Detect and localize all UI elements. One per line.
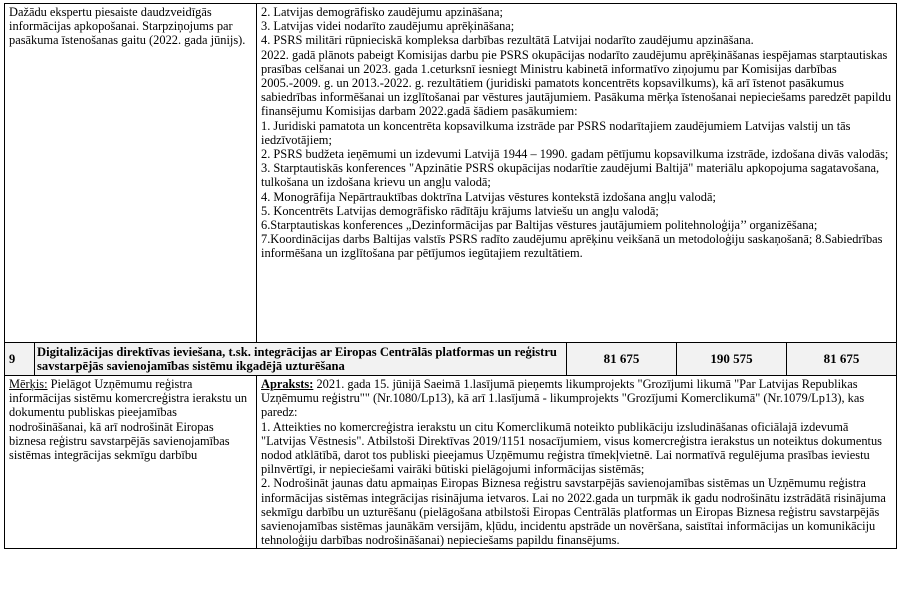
amount-cell: 81 675 bbox=[567, 343, 677, 376]
measure-9-header-row bbox=[5, 343, 897, 376]
measure-title: Digitalizācijas direktīvas ieviešana, t.sk. integrācijas ar Eiropas Centrālās platformas un reģistru savstarpējās savienojamības sistēmu ikgadējā uzturēšana bbox=[35, 343, 567, 376]
description-cell bbox=[257, 376, 897, 549]
description-line: 1. Juridiski pamatota un koncentrēta kopsavilkuma izstrāde par PSRS nodarītajiem zaudējumiem Latvijas valstij un tās iedzīvotājiem; bbox=[261, 118, 851, 147]
amount-cell: 81 675 bbox=[787, 343, 897, 376]
measure-8-description-cell bbox=[257, 4, 897, 343]
amount-cell: 190 575 bbox=[677, 343, 787, 376]
measure-8-left-cell bbox=[5, 4, 257, 343]
goal-paragraph bbox=[9, 377, 252, 462]
measure-9-detail-row bbox=[5, 376, 897, 549]
description-label: Apraksts: bbox=[261, 377, 314, 391]
measure-8-left-text: Dažādu ekspertu piesaiste daudzveidīgās informācijas apkopošanai. Starpziņojums par pasākuma īstenošanas gaitu (2022. gada jūnijs). bbox=[9, 5, 246, 48]
description-line: 2. PSRS budžeta ieņēmumi un izdevumi Latvijā 1944 – 1990. gadam pētījumu kopsavilkuma izstrāde, izdošana divās valodās; bbox=[261, 147, 889, 162]
description-line: 5. Koncentrēts Latvijas demogrāfisko rādītāju krājums latviešu un angļu valodā; bbox=[261, 203, 659, 218]
description-line: 3. Latvijas videi nodarīto zaudējumu aprēķināšana; bbox=[261, 19, 515, 34]
description-line: 2022. gadā plānots pabeigt Komisijas darbu pie PSRS okupācijas nodarīto zaudējumu aprēķināšanas iespējamas starptautiskas prasības celšanai un 2023. gada 1.ceturksnī iesniegt Ministru kabinetā informatīvo ziņojumu par Komisijas darbības 2005.-2009. g. un 2013.-2022. g. rezultātiem (juridiski pamatots koncentrēts kopsavilkums), kā arī īstenot pasākumus sabiedrības informēšanai un izglītošanai par vēstures jautājumiem. Pasākuma mērķa īstenošanai nepieciešams paredzēt papildu finansējumu Komisijas darbam 2022.gadā šādiem pasākumiem: bbox=[261, 47, 892, 119]
goal-text: Pielāgot Uzņēmumu reģistra informācijas sistēmu komercreģistra ierakstu un dokumentu publiskas pieejamības nodrošināšanai, kā arī nodrošināt Eiropas biznesa reģistru savstarpējās savienojamības sistēmas integrācijas sekmīgu darbību bbox=[9, 377, 248, 463]
measure-8-continuation-row bbox=[5, 4, 897, 343]
measure-number: 9 bbox=[5, 343, 35, 376]
description-line: 6.Starptautiskas konferences „Dezinformācijas par Baltijas vēstures jautājumiem politehnoloģija’’ organizēšana; bbox=[261, 218, 818, 233]
goal-cell bbox=[5, 376, 257, 549]
description-line: 4. PSRS militāri rūpnieciskā kompleksa darbības rezultātā Latvijai nodarīto zaudējumu apzināšana. bbox=[261, 33, 754, 48]
description-item: 2. Nodrošināt jaunas datu apmaiņas Eiropas Biznesa reģistru savstarpējās savienojamības sistēmas un Uzņēmumu reģistra informācijas sistēmas integrācijas risinājuma ietvaros. Lai no 2022.gada un turpmāk ik gadu nodrošinātu izstrādātā risinājuma sekmīgu darbību un uzturēšanu (pielāgošana atbilstoši Eiropas Centrālās platformas un Eiropas Biznesa reģistru savstarpējās savienojamības sistēmas jaunākām versijām, kļūdu, incidentu apstrāde un novēršana, saistītai informācijas un komunikāciju tehnoloģiju darbības nodrošināšanai) nepieciešams papildu finansējums. bbox=[261, 476, 886, 548]
goal-label: Mērķis: bbox=[9, 377, 48, 391]
description-intro-text: 2021. gada 15. jūnijā Saeimā 1.lasījumā pieņemts likumprojekts "Grozījumi likumā "Par Latvijas Republikas Uzņēmumu reģistru"" (Nr.1080/Lp13), kā arī 1.lasījumā - likumprojekts "Grozījumi Komerclikumā" (Nr.1079/Lp13), kas paredz: bbox=[261, 377, 865, 420]
description-line: 2. Latvijas demogrāfisko zaudējumu apzināšana; bbox=[261, 5, 503, 19]
description-intro bbox=[261, 377, 892, 420]
description-line: 7.Koordinācijas darbs Baltijas valstīs PSRS radīto zaudējumu aprēķinu veikšanā un metodoloģiju saskaņošanā; 8.Sabiedrības informēšana un izglītošana par pētījumos iegūtajiem rezultātiem. bbox=[261, 232, 883, 261]
description-line: 4. Monogrāfija Nepārtrauktības doktrīna Latvijas vēstures kontekstā izdošana angļu valodā; bbox=[261, 189, 716, 204]
description-line: 3. Starptautiskās konferences "Apzinātie PSRS okupācijas nodarītie zaudējumi Baltijā" materiālu apkopojuma sagatavošana, tulkošana un izdošana krievu un angļu valodā; bbox=[261, 161, 880, 190]
budget-measures-table bbox=[4, 3, 897, 549]
description-item: 1. Atteikties no komercreģistra ierakstu un citu Komerclikumā noteikto publikāciju izsludināšanas oficiālajā izdevumā "Latvijas Vēstnesis". Atbilstoši Direktīvas 2019/1151 nosacījumiem, visus komercreģistra ierakstus un noteiktus dokumentus nodod atklātībā, darot tos publiski pieejamus Uzņēmumu reģistra tīmekļvietnē. Lai normatīvā regulējuma prasības ieviestu pilnvērtīgi, ir nepieciešami vairāki būtiski pielāgojumi informācijas sistēmās; bbox=[261, 419, 882, 477]
